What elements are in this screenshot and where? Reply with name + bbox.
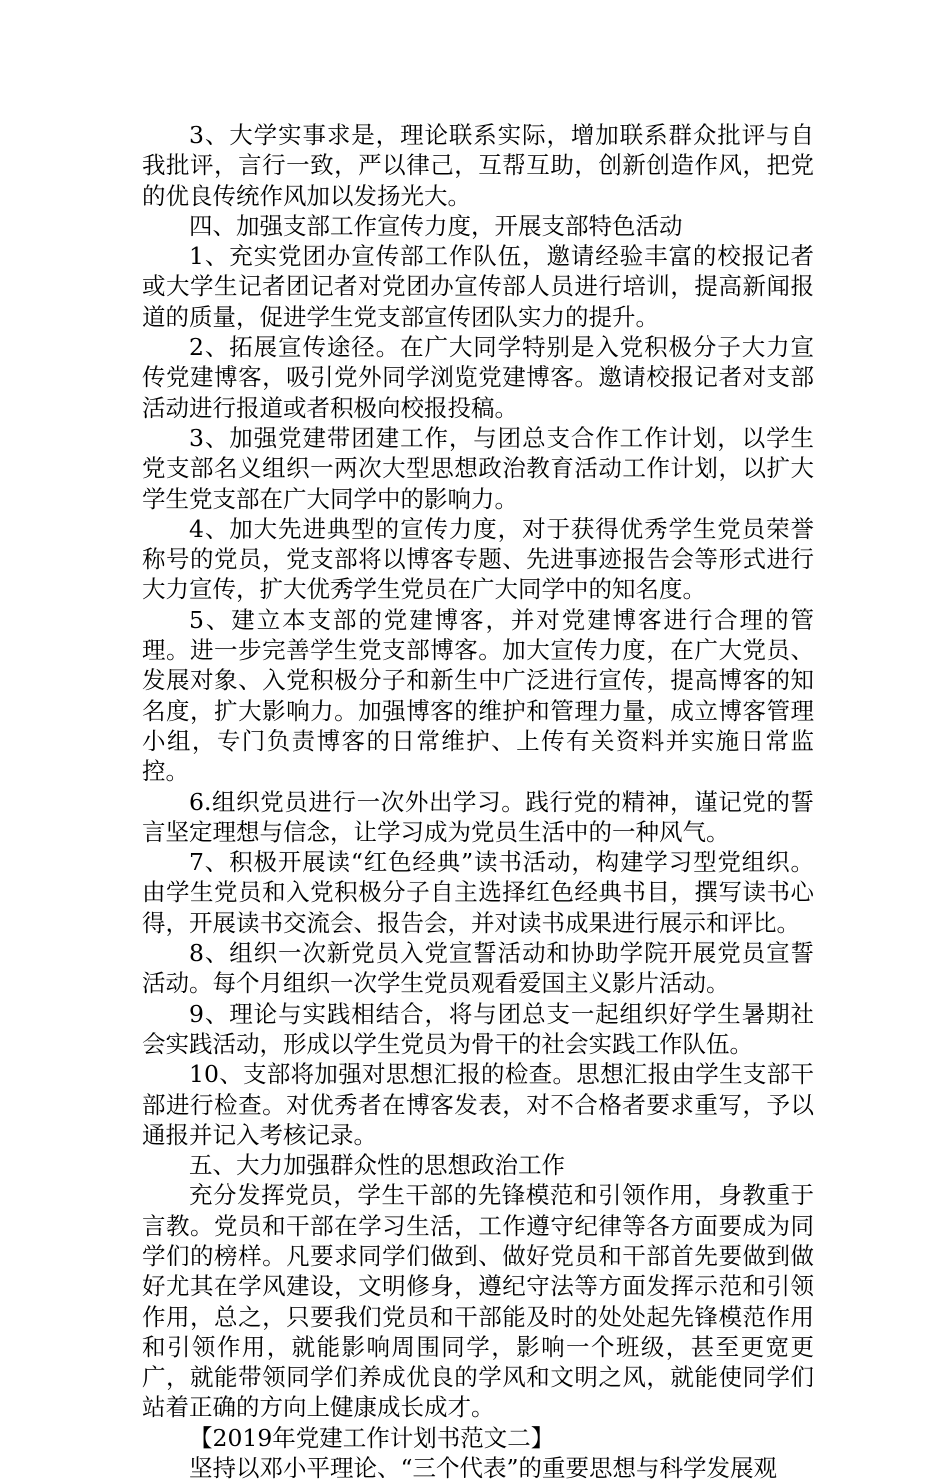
section-heading-4: 四、加强支部工作宣传力度，开展支部特色活动 <box>189 211 683 240</box>
paragraph-item-4-models: 4、加大先进典型的宣传力度，对于获得优秀学生党员荣誉称号的党员，党支部将以博客专题、先进事迹报告会等形式进行大力宣传，扩大优秀学生党员在广大同学中的知名度。 <box>142 514 814 604</box>
paragraph-item-5-blog: 5、建立本支部的党建博客，并对党建博客进行合理的管理。进一步完善学生党支部博客。加大宣传力度，在广大党员、发展对象、入党积极分子和新生中广泛进行宣传，提高博客的知名度，扩大影响力。加强博客的维护和管理力量，成立博客管理小组，专门负责博客的日常维护、上传有关资料并实施日常监控。 <box>142 605 814 786</box>
document-body <box>142 120 814 1483</box>
paragraph-item-6-study-trip: 6.组织党员进行一次外出学习。践行党的精神，谨记党的誓言坚定理想与信念，让学习成为党员生活中的一种风气。 <box>142 787 814 846</box>
paragraph-role-models: 充分发挥党员，学生干部的先锋模范和引领作用，身教重于言教。党员和干部在学习生活，工作遵守纪律等各方面要成为同学们的榜样。凡要求同学们做到、做好党员和干部首先要做到做好尤其在学风建设，文明修身，遵纪守法等方面发挥示范和引领作用，总之，只要我们党员和干部能及时的处处起先锋模范作用和引领作用，就能影响周围同学，影响一个班级，甚至更宽更广，就能带领同学们养成优良的学风和文明之风，就能使同学们站着正确的方向上健康成长成才。 <box>142 1181 814 1422</box>
paragraph-item-7-reading: 7、积极开展读“红色经典”读书活动，构建学习型党组织。由学生党员和入党积极分子自主选择红色经典书目，撰写读书心得，开展读书交流会、报告会，并对读书成果进行展示和评比。 <box>142 848 814 937</box>
paragraph-opening-2: 坚持以邓小平理论、“三个代表”的重要思想与科学发展观 <box>189 1454 778 1483</box>
sample-title-2: 【2019年党建工作计划书范文二】 <box>189 1423 555 1452</box>
paragraph-item-3-league: 3、加强党建带团建工作，与团总支合作工作计划，以学生党支部名义组织一两次大型思想政治教育活动工作计划，以扩大学生党支部在广大同学中的影响力。 <box>142 423 814 513</box>
paragraph-item-10-reports: 10、支部将加强对思想汇报的检查。思想汇报由学生支部干部进行检查。对优秀者在博客发表，对不合格者要求重写，予以通报并记入考核记录。 <box>142 1060 814 1149</box>
paragraph-item-2-channels: 2、拓展宣传途径。在广大同学特别是入党积极分子大力宣传党建博客，吸引党外同学浏览党建博客。邀请校报记者对支部活动进行报道或者积极向校报投稿。 <box>142 333 814 422</box>
paragraph-item-1-team: 1、充实党团办宣传部工作队伍，邀请经验丰富的校报记者或大学生记者团记者对党团办宣传部人员进行培训，提高新闻报道的质量，促进学生党支部宣传团队实力的提升。 <box>142 242 814 331</box>
section-heading-5: 五、大力加强群众性的思想政治工作 <box>189 1151 565 1180</box>
paragraph-item-9-practice: 9、理论与实践相结合，将与团总支一起组织好学生暑期社会实践活动，形成以学生党员为骨干的社会实践工作队伍。 <box>142 999 814 1058</box>
paragraph-item-8-oath: 8、组织一次新党员入党宣誓活动和协助学院开展党员宣誓活动。每个月组织一次学生党员观看爱国主义影片活动。 <box>142 939 814 998</box>
paragraph-item-3-self-criticism: 3、大学实事求是，理论联系实际，增加联系群众批评与自我批评，言行一致，严以律己，互帮互助，创新创造作风，把党的优良传统作风加以发扬光大。 <box>142 121 814 210</box>
